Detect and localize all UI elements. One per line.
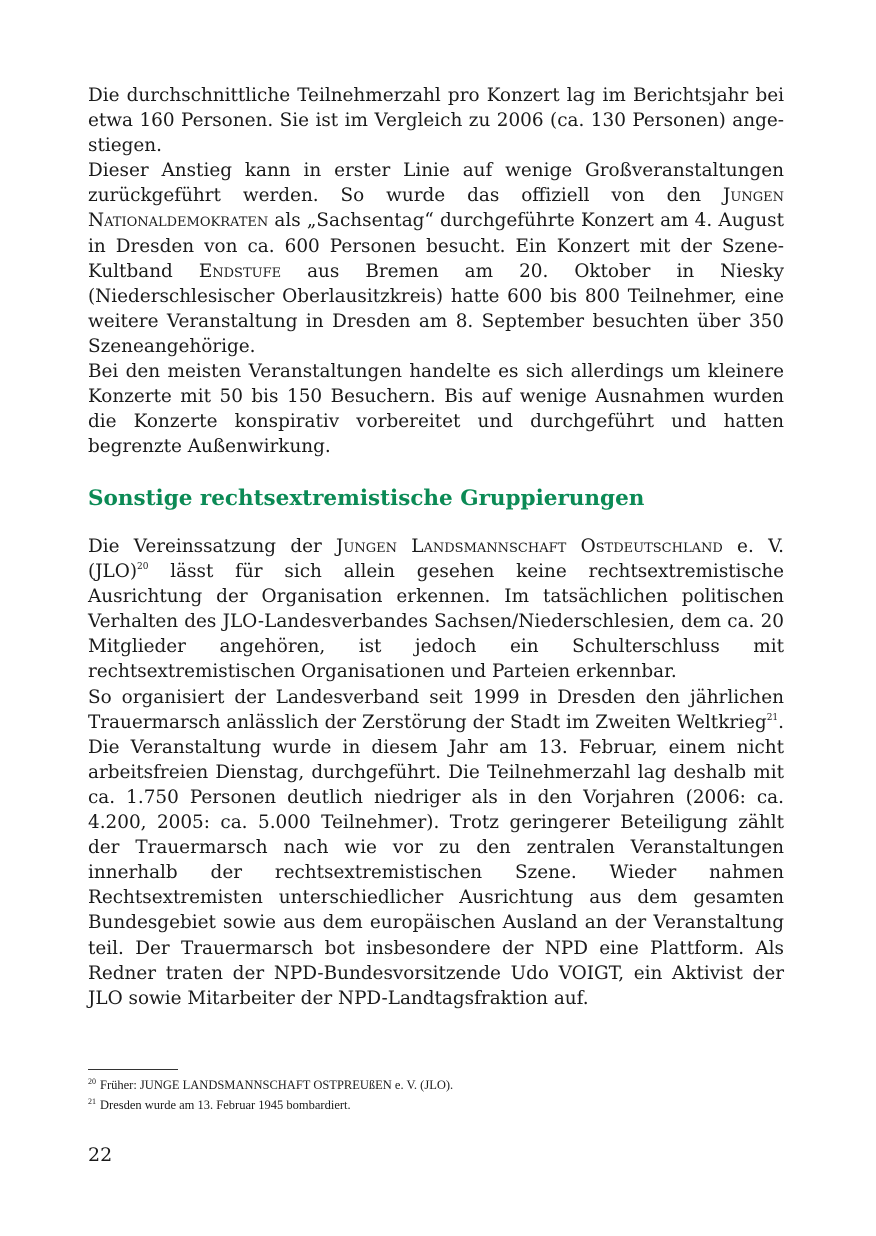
footnote-20 xyxy=(88,1075,784,1095)
section-heading: Sonstige rechtsextremistische Gruppierungen xyxy=(88,486,645,511)
paragraph-small-concerts-text: Bei den meisten Veranstaltungen handelte es sich allerdings um kleinere Konzerte mit 50 bis 150 Besuchern. Bis auf wenige Ausnahmen wurden die Konzerte konspirativ vorbereitet und durchgeführt und hatten begrenzte Außenwirkung. xyxy=(88,361,784,458)
band-name-endstufe: Endstufe xyxy=(198,260,282,282)
paragraph-trauermarsch xyxy=(88,685,784,1011)
paragraph-increase-text-a: Dieser Anstieg kann in erster Linie auf wenige Großveranstaltungen zurückgeführt werden. So wurde das offiziell von den xyxy=(88,160,784,207)
org-name-jlo: Jungen Landsmannschaft Ostdeutschland xyxy=(336,536,723,557)
paragraph-small-concerts xyxy=(88,359,784,459)
paragraph-jlo-text-b: e. V. (JLO) xyxy=(88,536,784,583)
footnote-number: 20 xyxy=(88,1077,96,1086)
paragraph-increase-text-c: aus Bremen am 20. Oktober in Niesky (Niederschlesischer Oberlausitzkreis) hatte 600 bis 800 Teilnehmer, eine weitere Veranstaltung in Dresden am 8. September besuchten über 350 Szeneangehörige. xyxy=(88,260,785,357)
paragraph-trauermarsch-text-a: So organisiert der Landesverband seit 1999 in Dresden den jährlichen Trauermarsch anlässlich der Zerstörung der Stadt im Zweiten Weltkrieg xyxy=(88,686,784,733)
footnote-divider xyxy=(88,1069,178,1070)
org-name-jn: Jungen Nationaldemokraten xyxy=(88,185,784,232)
paragraph-increase xyxy=(88,158,784,359)
paragraph-jlo xyxy=(88,534,784,685)
paragraph-trauermarsch-text-b: . Die Veranstaltung wurde in diesem Jahr am 13. Februar, einem nicht arbeitsfreien Dienstag, durchgeführt. Die Teilnehmerzahl lag deshalb mit ca. 1.750 Personen deutlich niedriger als in den Vorjahren (2006: ca. 4.200, 2005: ca. 5.000 Teilnehmer). Trotz geringerer Beteiligung zählt der Trauermarsch nach wie vor zu den zentralen Veranstaltungen innerhalb der rechtsextremistischen Szene. Wieder nahmen Rechtsextremisten unterschiedlicher Ausrichtung aus dem gesamten Bundesgebiet sowie aus dem europäischen Ausland an der Veranstaltung teil. Der Trauermarsch bot insbesondere der NPD eine Plattform. Als Redner traten der NPD-Bundesvorsitzende Udo VOIGT, ein Aktivist der JLO sowie Mitarbeiter der NPD-Landtagsfraktion auf. xyxy=(88,711,784,1009)
page-number: 22 xyxy=(88,1144,113,1166)
paragraph-jlo-text-a: Die Vereinssatzung der xyxy=(88,536,337,557)
footnote-21 xyxy=(88,1095,784,1115)
paragraph-attendance-text: Die durchschnittliche Teilnehmerzahl pro Konzert lag im Berichtsjahr bei etwa 160 Personen. Sie ist im Vergleich zu 2006 (ca. 130 Personen) angestiegen. xyxy=(88,85,784,157)
section1-body xyxy=(88,83,784,459)
section2-body xyxy=(88,534,784,1011)
paragraph-jlo-text-c: lässt für sich allein gesehen keine rechtsextremistische Ausrichtung der Organisation erkennen. Im tatsächlichen politischen Verhalten des JLO-Landesverbandes Sachsen/Niederschlesien, dem ca. 20 Mitglieder angehören, ist jedoch ein Schulterschluss mit rechtsextremistischen Organisationen und Parteien erkennbar. xyxy=(88,561,784,683)
footnote-number: 21 xyxy=(88,1097,96,1106)
footnotes xyxy=(88,1075,784,1115)
paragraph-increase-text-b: als „Sachsentag“ durchgeführte Konzert am 4. August in Dresden von ca. 600 Personen besucht. Ein Konzert mit der Szene-Kultband xyxy=(88,210,784,282)
footnote-text: Dresden wurde am 13. Februar 1945 bombardiert. xyxy=(100,1098,351,1112)
footnote-ref-21[interactable]: 21 xyxy=(766,712,779,723)
footnote-text: Früher: JUNGE LANDSMANNSCHAFT OSTPREUßEN e. V. (JLO). xyxy=(100,1078,454,1092)
paragraph-attendance xyxy=(88,83,784,158)
footnote-ref-20[interactable]: 20 xyxy=(137,562,149,573)
